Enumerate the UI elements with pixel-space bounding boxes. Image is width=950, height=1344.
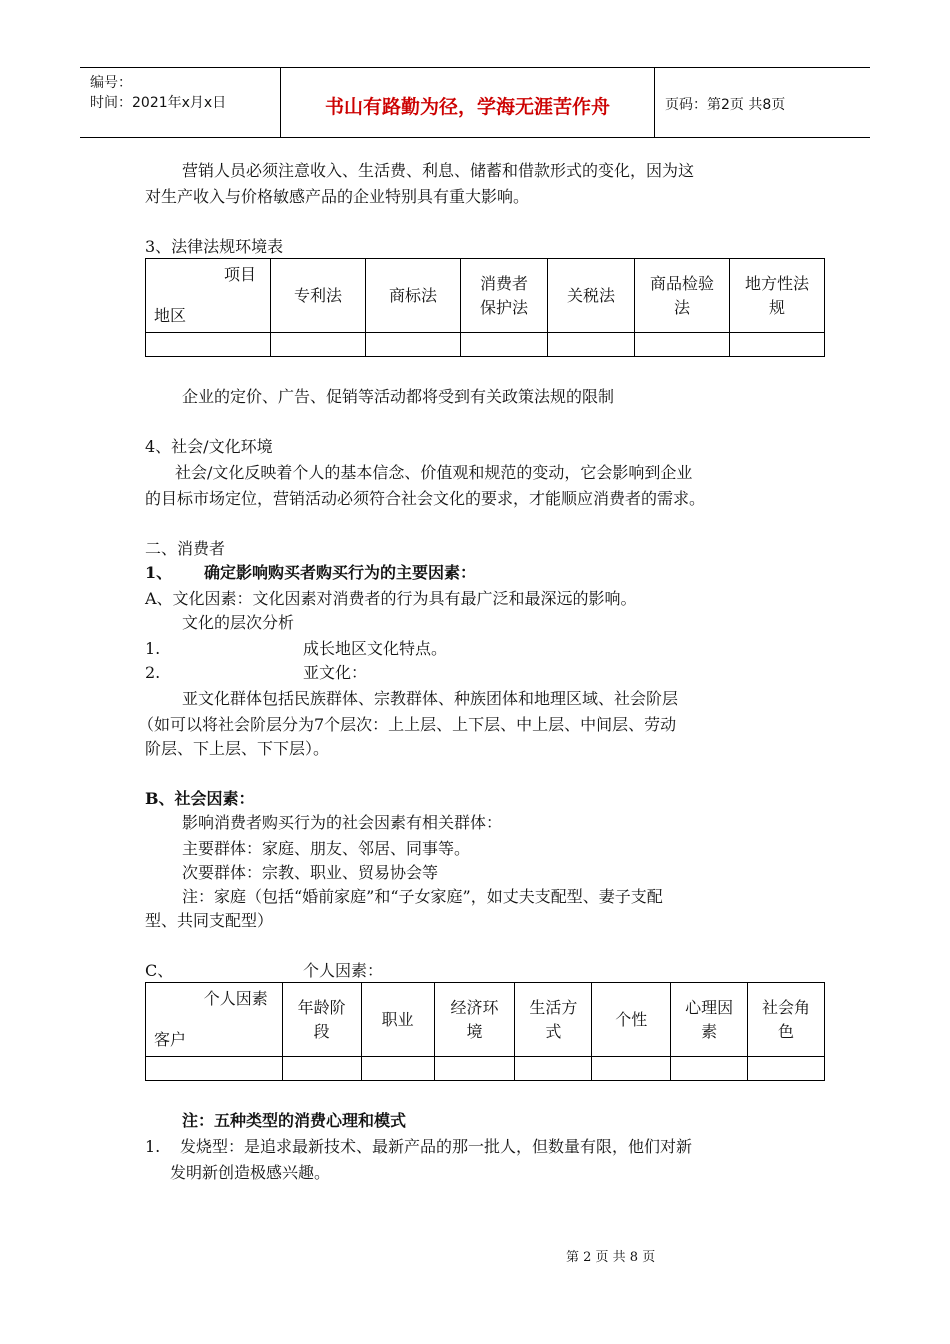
- culture-factor-line: A、文化因素：文化因素对消费者的行为具有最广泛和最深远的影响。: [145, 589, 637, 608]
- social-line-1: 影响消费者购买行为的社会因素有相关群体：: [182, 813, 503, 832]
- personal-table-header: 年龄阶 段: [282, 983, 361, 1057]
- note-title: 注：五种类型的消费心理和模式: [182, 1111, 407, 1130]
- section-4-title: 4、社会/文化环境: [145, 437, 273, 456]
- social-line-4: 注：家庭（包括“婚前家庭”和“子女家庭”，如丈夫支配型、妻子支配: [182, 887, 663, 906]
- law-table-cell: [461, 333, 548, 357]
- law-table: [145, 258, 825, 357]
- serial-label: 编号：: [90, 75, 132, 91]
- personal-table-header: 生活方 式: [515, 983, 592, 1057]
- date-label: 时间：2021年x月x日: [90, 95, 227, 111]
- paragraph-income-2: 对生产收入与价格敏感产品的企业特别具有重大影响。: [145, 187, 530, 206]
- page-footer: 第 2 页 共 8 页: [566, 1250, 656, 1265]
- personal-factor-number: C、: [145, 961, 174, 980]
- motto-cell: [280, 68, 655, 137]
- law-table-header: 地方性法 规: [730, 259, 825, 333]
- personal-factor-table: [145, 982, 825, 1081]
- note-1-number: 1.: [145, 1137, 161, 1156]
- personal-table-header: 个性: [592, 983, 671, 1057]
- item-1-heading: 确定影响购买者购买行为的主要因素：: [204, 563, 477, 582]
- law-table-corner: [146, 259, 271, 333]
- law-table-header: 商品检验 法: [635, 259, 730, 333]
- note-1-line-2: 发明新创造极感兴趣。: [170, 1163, 331, 1182]
- corner-top-label: 个人因素: [203, 989, 268, 1008]
- personal-table-header: 职业: [361, 983, 434, 1057]
- personal-table-header: 社会角 色: [748, 983, 825, 1057]
- personal-table-cell: [671, 1057, 748, 1081]
- list-2-number: 2.: [145, 663, 161, 682]
- paragraph-culture-1: 社会/文化反映着个人的基本信念、价值观和规范的变动，它会影响到企业: [175, 463, 693, 482]
- paragraph-law-limits: 企业的定价、广告、促销等活动都将受到有关政策法规的限制: [182, 387, 615, 406]
- personal-table-cell: [361, 1057, 434, 1081]
- section-3-title: 3、法律法规环境表: [145, 237, 284, 256]
- personal-table-cell: [592, 1057, 671, 1081]
- list-2-text: 亚文化：: [303, 663, 368, 682]
- corner-bottom-label: 客户: [154, 1030, 187, 1049]
- personal-table-header: 心理因 素: [671, 983, 748, 1057]
- social-factor-title: B、社会因素：: [145, 789, 255, 808]
- paragraph-culture-2: 的目标市场定位，营销活动必须符合社会文化的要求，才能顺应消费者的需求。: [145, 489, 706, 508]
- list-1-text: 成长地区文化特点。: [303, 639, 448, 658]
- subculture-line-3: 阶层、下上层、下下层）。: [145, 739, 330, 758]
- personal-table-cell: [748, 1057, 825, 1081]
- personal-factor-title: 个人因素：: [303, 961, 384, 980]
- law-table-header: 商标法: [366, 259, 461, 333]
- subculture-line-2: （如可以将社会阶层分为7个层次：上上层、上下层、中上层、中间层、劳动: [138, 715, 677, 734]
- law-table-cell: [548, 333, 635, 357]
- law-table-cell: [366, 333, 461, 357]
- personal-table-cell: [282, 1057, 361, 1081]
- social-line-2: 主要群体：家庭、朋友、邻居、同事等。: [182, 839, 471, 858]
- item-1-number: 1、: [145, 563, 173, 582]
- personal-table-cell: [146, 1057, 283, 1081]
- note-1-line-1: 发烧型：是追求最新技术、最新产品的那一批人，但数量有限，他们对新: [180, 1137, 693, 1156]
- list-1-number: 1.: [145, 639, 161, 658]
- law-table-cell: [271, 333, 366, 357]
- culture-levels-label: 文化的层次分析: [182, 613, 295, 632]
- social-line-3: 次要群体：宗教、职业、贸易协会等: [182, 863, 439, 882]
- motto-text: 书山有路勤为径，学海无涯苦作舟: [324, 96, 610, 118]
- personal-table-cell: [515, 1057, 592, 1081]
- law-table-cell: [730, 333, 825, 357]
- paragraph-income-1: 营销人员必须注意收入、生活费、利息、储蓄和借款形式的变化，因为这: [182, 161, 695, 180]
- personal-table-corner: [146, 983, 283, 1057]
- personal-table-cell: [434, 1057, 515, 1081]
- law-table-cell: [635, 333, 730, 357]
- part-2-title: 二、消费者: [145, 539, 226, 558]
- corner-top-label: 项目: [223, 265, 256, 284]
- personal-table-header: 经济环 境: [434, 983, 515, 1057]
- social-line-5: 型、共同支配型）: [145, 911, 274, 930]
- law-table-cell: [146, 333, 271, 357]
- page-info: 页码：第2页 共8页: [665, 97, 786, 113]
- law-table-header: 专利法: [271, 259, 366, 333]
- subculture-line-1: 亚文化群体包括民族群体、宗教群体、种族团体和地理区域、社会阶层: [182, 689, 679, 708]
- page-header: [80, 67, 870, 138]
- corner-bottom-label: 地区: [154, 306, 187, 325]
- law-table-header: 消费者 保护法: [461, 259, 548, 333]
- law-table-header: 关税法: [548, 259, 635, 333]
